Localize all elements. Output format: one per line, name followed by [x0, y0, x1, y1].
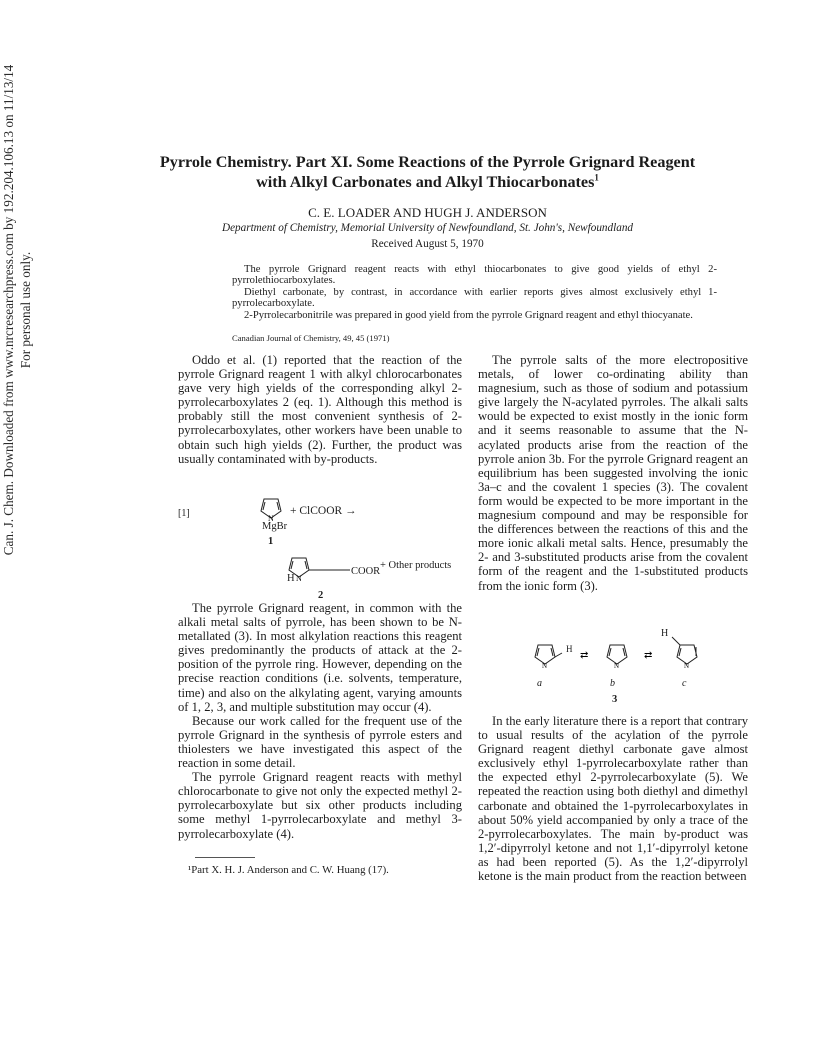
- svg-text:N: N: [684, 662, 690, 670]
- equation-label: [1]: [178, 508, 190, 519]
- right-column-body: [478, 714, 748, 883]
- received-date: Received August 5, 1970: [371, 238, 484, 250]
- paragraph: The pyrrole Grignard reagent, in common with the alkali metal salts of pyrrole, has been shown to be N-metallated (3). In most alkylation reactions this reagent gives predominantly the products of attack at the 2-position of the pyrrole ring. However, depending on the precise reaction conditions (i.e. solvents, temperature, time) and also on the alkylating agent, varying amounts of 1, 2, 3, and multiple substitution may occur (4).: [178, 601, 462, 714]
- abstract-paragraph: Diethyl carbonate, by contrast, in accordance with earlier reports gives almost exclusively ethyl 1-pyrrolecarboxylate.: [232, 286, 717, 310]
- watermark-line-1: Can. J. Chem. Downloaded from www.nrcresearchpress.com by 192.204.106.13 on 11/13/14: [1, 64, 16, 556]
- compound-number-2: 2: [318, 590, 324, 601]
- svg-text:N: N: [542, 662, 548, 670]
- article-title: [150, 152, 705, 192]
- nh-label: H: [287, 573, 295, 584]
- title-footnote-marker: 1: [594, 172, 599, 183]
- journal-reference: Canadian Journal of Chemistry, 49, 45 (1971): [232, 333, 390, 343]
- equilibrium-scheme: [520, 636, 720, 676]
- scheme-label-c: c: [682, 678, 687, 689]
- abstract-paragraph: 2-Pyrrolecarbonitrile was prepared in good yield from the pyrrole Grignard reagent and ethyl thiocyanate.: [244, 309, 693, 321]
- paragraph: Because our work called for the frequent use of the pyrrole Grignard in the synthesis of pyrrole esters and thiolesters we have investigated this aspect of the reaction in some detail.: [178, 713, 462, 771]
- svg-text:N: N: [614, 662, 620, 670]
- title-text: Pyrrole Chemistry. Part XI. Some Reactions of the Pyrrole Grignard Reagent with Alkyl Carbonates and Alkyl Thiocarbonates: [159, 153, 696, 191]
- compound-number-3: 3: [612, 694, 618, 705]
- h-label-a: H: [566, 644, 573, 654]
- left-column-body: [178, 601, 462, 841]
- left-column-intro: [178, 353, 462, 466]
- coor-label: COOR: [351, 566, 381, 577]
- paragraph: The pyrrole Grignard reagent reacts with methyl chlorocarbonate to give not only the expected methyl 2-pyrrolecarboxylate but six other products including some methyl 1-pyrrolecarboxylate and methyl 3-pyrrolecarboxylate (4).: [178, 770, 462, 841]
- compound-number-1: 1: [268, 536, 274, 547]
- abstract-paragraph: The pyrrole Grignard reagent reacts with ethyl thiocarbonates to give good yields of ethyl 2-pyrrolethiocarboxylates.: [232, 264, 717, 287]
- other-products: + Other products: [380, 560, 452, 571]
- footnote: ¹Part X. H. J. Anderson and C. W. Huang (17).: [188, 864, 389, 876]
- download-watermark: [0, 0, 44, 630]
- affiliation: Department of Chemistry, Memorial University of Newfoundland, St. John's, Newfoundland: [221, 222, 634, 234]
- mgbr-label: MgBr: [262, 521, 288, 532]
- footnote-rule: [195, 857, 255, 858]
- watermark-line-2: For personal use only.: [18, 251, 33, 369]
- scheme-label-b: b: [610, 678, 615, 689]
- authors: C. E. LOADER AND HUGH J. ANDERSON: [308, 205, 547, 220]
- pyrrole-ring-1: [256, 494, 286, 522]
- paragraph: In the early literature there is a report that contrary to usual results of the acylation of the pyrrole Grignard reagent diethyl carbonate gave almost exclusively ethyl 1-pyrrolecarboxylate rather than the expected ethyl 2-pyrrolecarboxylate (5). We repeated the reaction using both diethyl and dimethyl carbonate and obtained the 1-pyrrolecarboxylates in about 50% yield accompanied by only a trace of the 2-pyrrolecarboxylates. The main by-product was 1,2′-dipyrrolyl ketone and not 1,1′-dipyrrolyl ketone as had been reported (5). As the 1,2′-dipyrrolyl ketone is the main product from the reaction between: [478, 714, 748, 884]
- svg-text:N: N: [268, 514, 274, 522]
- right-column-intro: [478, 353, 748, 593]
- h-label-c: H: [661, 628, 669, 639]
- svg-text:⇄: ⇄: [580, 650, 589, 661]
- paragraph: Oddo et al. (1) reported that the reaction of the pyrrole Grignard reagent 1 with alkyl chlorocarbonates gave very high yields of the corresponding alkyl 2-pyrrolecarboxylates 2 (eq. 1). Although this method is probably still the most convenient synthesis of 2-pyrrolecarboxylates, other workers have been unable to obtain such high yields (2). Further, the product was usually contaminated with by-products.: [178, 353, 462, 466]
- svg-text:N: N: [296, 574, 302, 583]
- abstract: [232, 264, 717, 321]
- scheme-label-a: a: [537, 678, 542, 689]
- reagent-text: + ClCOOR →: [290, 505, 357, 517]
- paragraph: The pyrrole salts of the more electropositive metals, of lower co-ordinating ability than magnesium, such as those of sodium and potassium give largely the N-acylated pyrroles. The alkali salts would be expected to exist mostly in the ionic form and it seems reasonable to assume that the N-acylated products arise from the reaction of the pyrrole anion 3b. For the pyrrole Grignard reagent an equilibrium has been suggested involving the ionic 3a–c and the covalent 1 species (3). The covalent form would be expected to be more important in the magnesium compound and may be responsible for the differences between the reactions of this and the more ionic alkali metal salts. Hence, presumably the 2- and 3-substituted products arise from the covalent form of the reagent and the 1-substituted products from the ionic form (3).: [478, 353, 748, 593]
- svg-text:⇄: ⇄: [644, 650, 653, 661]
